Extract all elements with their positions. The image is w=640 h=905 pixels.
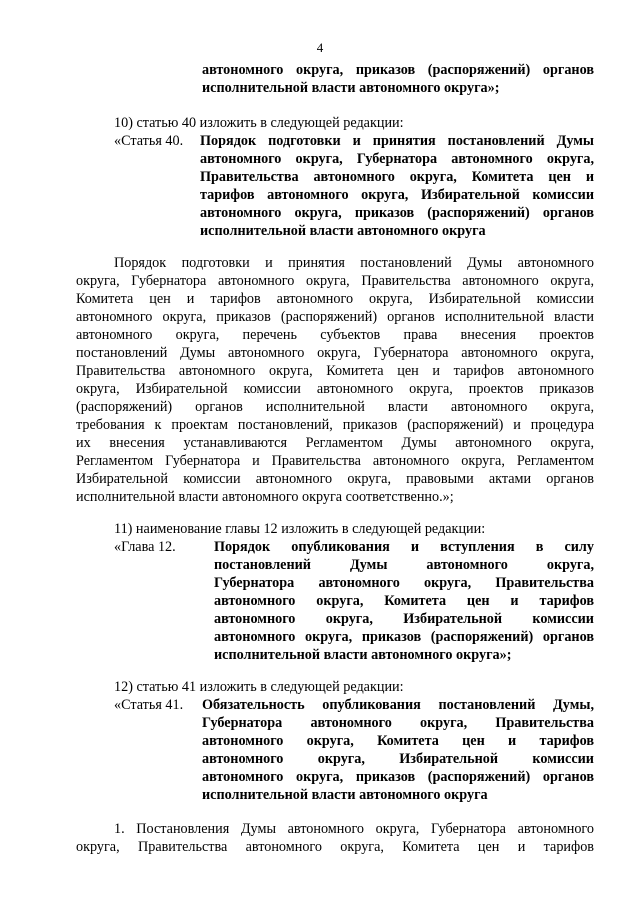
amendment-intro: 12) статью 41 изложить в следующей редакции: bbox=[114, 679, 404, 695]
article-label: «Статья 40. bbox=[114, 133, 184, 149]
continuation-line: исполнительной власти автономного округа»; bbox=[202, 80, 500, 96]
chapter-heading-line: исполнительной власти автономного округа»; bbox=[214, 647, 512, 663]
body-line: Регламентом Губернатора и Правительства автономного округа, Регламентом bbox=[76, 453, 594, 469]
article-heading-line: исполнительной власти автономного округа bbox=[202, 787, 488, 803]
body-line: Комитета цен и тарифов автономного округа, Избирательной комиссии bbox=[76, 291, 594, 307]
body-line: исполнительной власти автономного округа соответственно.»; bbox=[76, 489, 454, 505]
body-line: Порядок подготовки и принятия постановлений Думы автономного bbox=[114, 255, 594, 271]
body-line: (распоряжений) органов исполнительной власти автономного округа, bbox=[76, 399, 594, 415]
article-label: «Статья 41. bbox=[114, 697, 184, 713]
article-heading-line: автономного округа, Избирательной комиссии bbox=[202, 751, 594, 767]
chapter-heading-line: автономного округа, Избирательной комиссии bbox=[214, 611, 594, 627]
article-heading-line: автономного округа, приказов (распоряжений) органов bbox=[200, 205, 594, 221]
article-heading-line: автономного округа, приказов (распоряжений) органов bbox=[202, 769, 594, 785]
chapter-heading-line: Порядок опубликования и вступления в силу bbox=[214, 539, 594, 555]
chapter-heading-line: автономного округа, Комитета цен и тарифов bbox=[214, 593, 594, 609]
body-line: 1. Постановления Думы автономного округа, Губернатора автономного bbox=[114, 821, 594, 837]
body-line: их внесения устанавливаются Регламентом Думы автономного округа, bbox=[76, 435, 594, 451]
amendment-intro: 10) статью 40 изложить в следующей редакции: bbox=[114, 115, 404, 131]
body-line: Правительства автономного округа, Комитета цен и тарифов автономного bbox=[76, 363, 594, 379]
page-number: 4 bbox=[316, 40, 324, 55]
article-heading-line: Губернатора автономного округа, Правительства bbox=[202, 715, 594, 731]
chapter-label: «Глава 12. bbox=[114, 539, 176, 555]
article-heading-line: Обязательность опубликования постановлений Думы, bbox=[202, 697, 594, 713]
body-line: постановлений Думы автономного округа, Губернатора автономного округа, bbox=[76, 345, 594, 361]
chapter-heading-line: автономного округа, приказов (распоряжений) органов bbox=[214, 629, 594, 645]
article-heading-line: тарифов автономного округа, Избирательной комиссии bbox=[200, 187, 594, 203]
body-line: Избирательной комиссии автономного округа, правовыми актами органов bbox=[76, 471, 594, 487]
body-line: автономного округа, перечень субъектов права внесения проектов bbox=[76, 327, 594, 343]
article-heading-line: автономного округа, Губернатора автономного округа, bbox=[200, 151, 594, 167]
body-line: округа, Избирательной комиссии автономного округа, проектов приказов bbox=[76, 381, 594, 397]
article-heading-line: Порядок подготовки и принятия постановлений Думы bbox=[200, 133, 594, 149]
article-heading-line: исполнительной власти автономного округа bbox=[200, 223, 486, 239]
body-line: округа, Правительства автономного округа, Комитета цен и тарифов bbox=[76, 839, 594, 855]
body-line: округа, Губернатора автономного округа, Правительства автономного округа, bbox=[76, 273, 594, 289]
continuation-line: автономного округа, приказов (распоряжений) органов bbox=[202, 62, 594, 78]
article-heading-line: Правительства автономного округа, Комитета цен и bbox=[200, 169, 594, 185]
chapter-heading-line: Губернатора автономного округа, Правительства bbox=[214, 575, 594, 591]
body-line: автономного округа, приказов (распоряжений) органов исполнительной власти bbox=[76, 309, 594, 325]
body-line: требования к проектам постановлений, приказов (распоряжений) и процедура bbox=[76, 417, 594, 433]
chapter-heading-line: постановлений Думы автономного округа, bbox=[214, 557, 594, 573]
article-heading-line: автономного округа, Комитета цен и тарифов bbox=[202, 733, 594, 749]
amendment-intro: 11) наименование главы 12 изложить в следующей редакции: bbox=[114, 521, 486, 537]
